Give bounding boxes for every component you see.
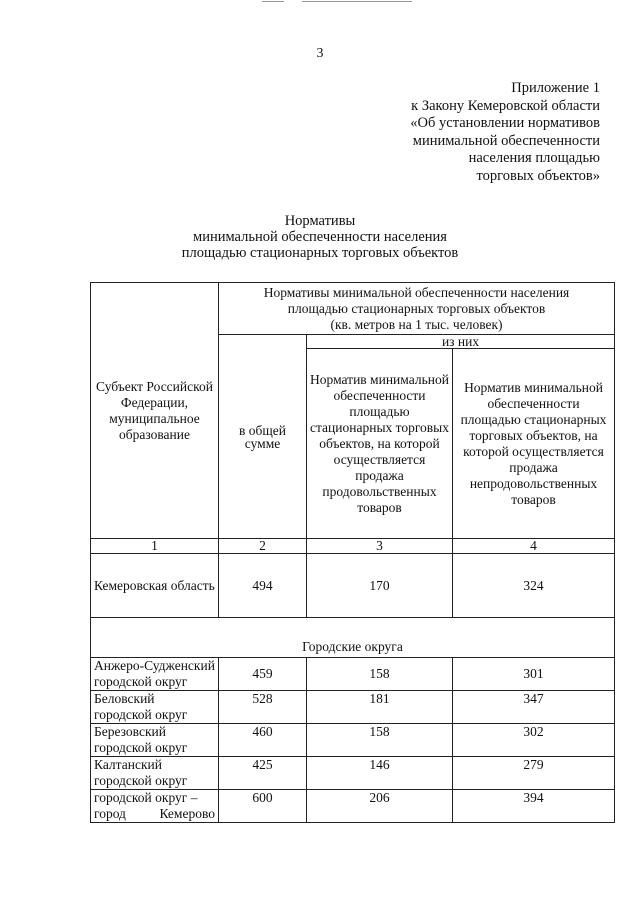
- food-value: 158: [307, 724, 453, 757]
- column-number: 1: [91, 539, 219, 554]
- column-number: 3: [307, 539, 453, 554]
- total-value: 459: [219, 658, 307, 691]
- section-row: [91, 618, 615, 658]
- table-row: [91, 790, 615, 823]
- total-value: 528: [219, 691, 307, 724]
- document-title: [0, 213, 640, 261]
- table-row: [91, 691, 615, 724]
- column-number: 4: [453, 539, 615, 554]
- norms-table: [90, 282, 615, 823]
- column-number: 2: [219, 539, 307, 554]
- nonfood-value: 394: [453, 790, 615, 823]
- table-row-region: [91, 554, 615, 618]
- region-nonfood: 324: [453, 554, 615, 618]
- title-line: Нормативы: [284, 213, 356, 229]
- section-label: Городские округа: [91, 618, 615, 658]
- appendix-line: минимальной обеспеченности: [412, 132, 600, 149]
- table-row: [91, 658, 615, 691]
- municipality-name: городской округ – город Кемерово: [91, 790, 219, 823]
- column-numbers-row: [91, 539, 615, 554]
- region-name: Кемеровская область: [91, 554, 219, 618]
- appendix-header: [300, 80, 600, 185]
- food-value: 181: [307, 691, 453, 724]
- title-line: минимальной обеспеченности населения: [193, 229, 447, 245]
- nonfood-value: 347: [453, 691, 615, 724]
- total-value: 600: [219, 790, 307, 823]
- title-line: площадью стационарных торговых объектов: [181, 245, 459, 261]
- group-header: [219, 283, 615, 335]
- nonfood-value: 302: [453, 724, 615, 757]
- col1-header: Субъект Российской Федерации, муниципальное образование: [91, 283, 219, 539]
- of-them-header: из них: [307, 335, 615, 349]
- food-value: 158: [307, 658, 453, 691]
- municipality-name: Анжеро-Судженский городской округ: [91, 658, 219, 691]
- appendix-line: к Закону Кемеровской области: [411, 97, 600, 114]
- top-scan-marks: [262, 0, 412, 4]
- nonfood-value: 301: [453, 658, 615, 691]
- group-header-line: Нормативы минимальной обеспеченности населения: [263, 284, 570, 300]
- col3-header: Норматив минимальной обеспеченности площадью стационарных торговых объектов, на которой осуществляется продажа продовольственных товаров: [307, 349, 453, 539]
- table-row: [91, 757, 615, 790]
- appendix-line: торговых объектов»: [476, 167, 600, 184]
- appendix-line: «Об установлении нормативов: [410, 115, 600, 131]
- food-value: 146: [307, 757, 453, 790]
- page-number: 3: [316, 46, 324, 61]
- food-value: 206: [307, 790, 453, 823]
- total-value: 425: [219, 757, 307, 790]
- group-header-line: (кв. метров на 1 тыс. человек): [330, 316, 503, 332]
- municipality-name: Березовский городской округ: [91, 724, 219, 757]
- total-value: 460: [219, 724, 307, 757]
- group-header-line: площадью стационарных торговых объектов: [287, 300, 546, 316]
- appendix-line: населения площадью: [468, 150, 600, 166]
- municipality-name: Беловский городской округ: [91, 691, 219, 724]
- municipality-name: Калтанский городской округ: [91, 757, 219, 790]
- table-row: [91, 724, 615, 757]
- appendix-line: Приложение 1: [511, 80, 600, 96]
- nonfood-value: 279: [453, 757, 615, 790]
- col2-header: в общей сумме: [219, 335, 307, 539]
- table-header-row: [91, 283, 615, 335]
- col4-header: Норматив минимальной обеспеченности площадью стационарных торговых объектов, на которой осуществляется продажа непродовольственных товаров: [453, 349, 615, 539]
- region-food: 170: [307, 554, 453, 618]
- region-total: 494: [219, 554, 307, 618]
